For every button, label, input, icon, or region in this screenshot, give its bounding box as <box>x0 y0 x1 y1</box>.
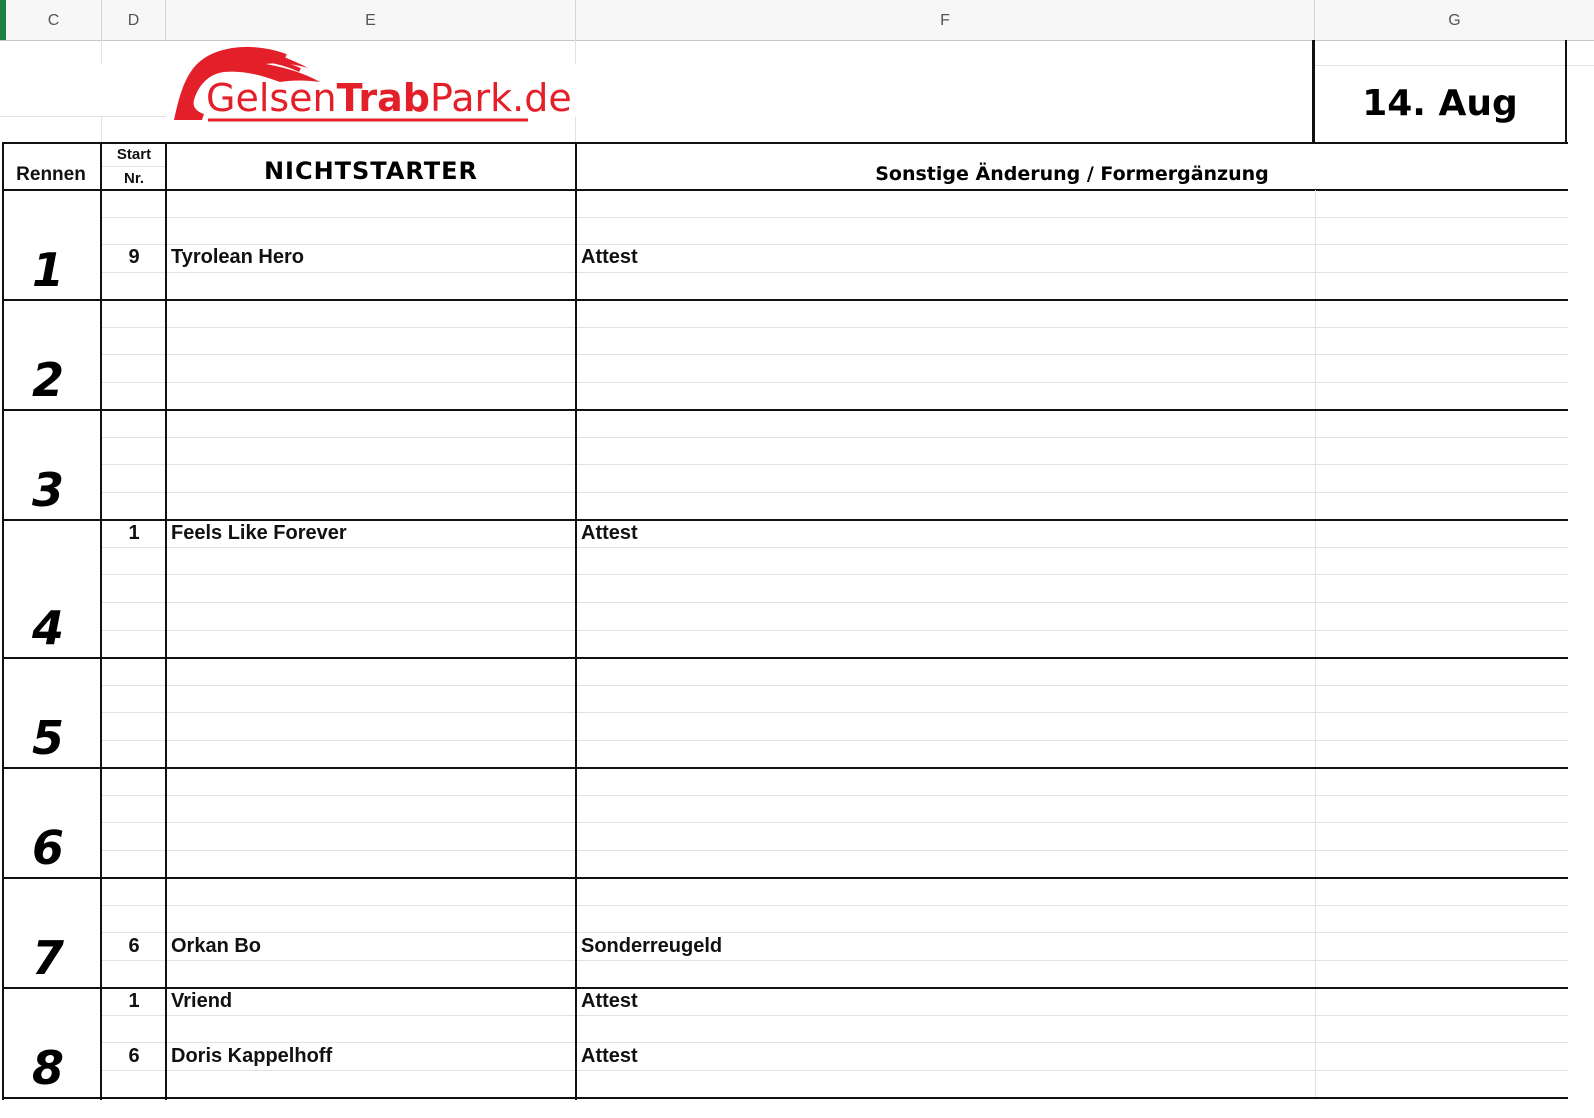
sub-row-line <box>102 382 1568 383</box>
race-number-5[interactable]: 5 <box>32 711 65 765</box>
start-number-cell[interactable]: 1 <box>128 990 140 1012</box>
header-nr[interactable]: Nr. <box>123 170 144 187</box>
table-border <box>2 189 1568 191</box>
logo-text-park: Park.de <box>430 76 572 120</box>
race-border <box>2 877 1568 879</box>
note-cell[interactable]: Attest <box>581 246 638 268</box>
sub-row-line <box>102 464 1568 465</box>
sub-row-line <box>102 327 1568 328</box>
header-start[interactable]: Start <box>116 146 152 163</box>
horse-name-cell[interactable]: Feels Like Forever <box>171 522 347 544</box>
note-cell[interactable]: Attest <box>581 990 638 1012</box>
sub-row-line <box>102 437 1568 438</box>
sub-row-line <box>102 354 1568 355</box>
race-border <box>2 767 1568 769</box>
start-number-cell[interactable]: 9 <box>128 246 140 268</box>
sub-row-line <box>102 712 1568 713</box>
horse-name-cell[interactable]: Orkan Bo <box>171 935 262 957</box>
sub-row-line <box>102 795 1568 796</box>
race-border <box>2 1097 1568 1099</box>
date-box-border <box>1565 40 1567 143</box>
race-border <box>2 657 1568 659</box>
race-number-6[interactable]: 6 <box>32 821 65 875</box>
note-cell[interactable]: Attest <box>581 1045 638 1067</box>
race-number-8[interactable]: 8 <box>32 1041 65 1095</box>
horse-name-cell[interactable]: Doris Kappelhoff <box>171 1045 333 1067</box>
table-border <box>575 142 577 1100</box>
race-border <box>2 299 1568 301</box>
sub-row-line <box>102 932 1568 933</box>
sub-row-line <box>102 272 1568 273</box>
sub-row-line <box>102 1070 1568 1071</box>
sub-row-line <box>102 574 1568 575</box>
sub-row-line <box>102 822 1568 823</box>
sub-row-line <box>102 1042 1568 1043</box>
column-header-bar <box>0 0 1594 41</box>
selection-edge-marker <box>0 0 6 40</box>
grid-line <box>0 116 166 117</box>
sub-row-line <box>102 905 1568 906</box>
grid-line <box>1315 190 1316 1100</box>
race-number-3[interactable]: 3 <box>32 463 65 517</box>
header-sonstige[interactable]: Sonstige Änderung / Formergänzung <box>875 163 1269 185</box>
table-border <box>2 142 4 1100</box>
sub-row-line <box>102 217 1568 218</box>
header-nichtstarter[interactable]: NICHTSTARTER <box>263 157 479 185</box>
race-number-4[interactable]: 4 <box>32 601 65 655</box>
grid-line <box>575 40 576 64</box>
start-number-cell[interactable]: 6 <box>128 935 140 957</box>
grid-line <box>102 166 166 167</box>
sub-row-line <box>102 547 1568 548</box>
race-date[interactable]: 14. Aug <box>1362 83 1518 124</box>
logo-text-trab: Trab <box>336 76 430 120</box>
column-header-d[interactable]: D <box>102 0 166 40</box>
sub-row-line <box>102 685 1568 686</box>
sub-row-line <box>102 630 1568 631</box>
race-number-2[interactable]: 2 <box>32 353 65 407</box>
logo-text-gelsen: Gelsen <box>206 76 337 120</box>
race-number-1[interactable]: 1 <box>32 243 65 297</box>
horse-name-cell[interactable]: Tyrolean Hero <box>171 246 304 268</box>
sub-row-line <box>102 492 1568 493</box>
start-number-cell[interactable]: 1 <box>128 522 140 544</box>
grid-line <box>575 117 576 143</box>
race-border <box>2 409 1568 411</box>
sub-row-line <box>102 1015 1568 1016</box>
sub-row-line <box>102 244 1568 245</box>
race-number-7[interactable]: 7 <box>32 931 65 985</box>
horse-name-cell[interactable]: Vriend <box>171 990 233 1012</box>
column-header-f[interactable]: F <box>576 0 1315 40</box>
sub-row-line <box>102 850 1568 851</box>
sub-row-line <box>102 740 1568 741</box>
grid-line <box>101 117 102 143</box>
grid-line <box>101 40 102 64</box>
column-header-g[interactable]: G <box>1448 12 1461 29</box>
note-cell[interactable]: Attest <box>581 522 638 544</box>
gelsentrabpark-logo <box>168 42 572 126</box>
header-rennen[interactable]: Rennen <box>16 164 86 185</box>
start-number-cell[interactable]: 6 <box>128 1045 140 1067</box>
sub-row-line <box>102 960 1568 961</box>
column-header-e[interactable]: E <box>166 0 576 40</box>
race-border <box>2 519 1568 521</box>
table-border <box>2 142 1568 144</box>
column-header-c[interactable]: C <box>6 0 102 40</box>
sub-row-line <box>102 602 1568 603</box>
race-border <box>2 987 1568 989</box>
note-cell[interactable]: Sonderreugeld <box>581 935 723 957</box>
logo-wordmark <box>206 76 572 120</box>
